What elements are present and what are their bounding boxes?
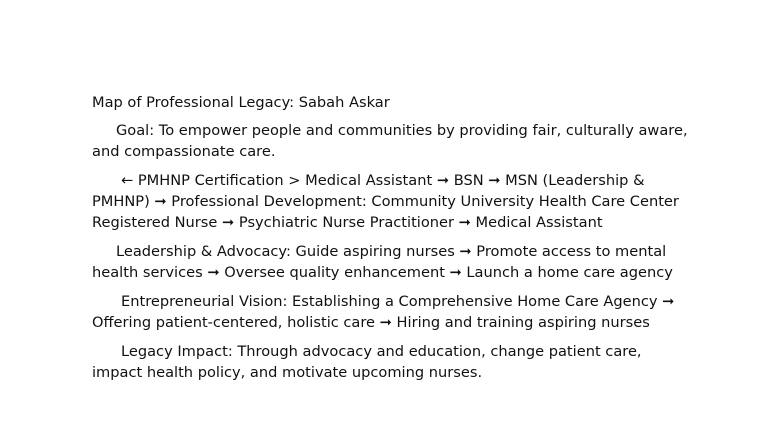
leadership-advocacy-paragraph: Leadership & Advocacy: Guide aspiring nurses ➞ Promote access to mental health services ➞ Oversee quality enhancement ➞ Launch a home care agency — [92, 243, 673, 281]
document-title: Map of Professional Legacy: Sabah Askar — [92, 94, 390, 111]
legacy-impact-paragraph: Legacy Impact: Through advocacy and education, change patient care, impact health policy, and motivate upcoming nurses. — [92, 343, 642, 381]
document-page — [92, 92, 692, 391]
career-path-paragraph: ← PMHNP Certification > Medical Assistant ➞ BSN ➞ MSN (Leadership & PMHNP) ➞ Professional Development: Community University Health Care Center Registered Nurse ➞ Psychiatric Nurse Practitioner ➞ Medical Assistant — [92, 172, 679, 231]
entrepreneurial-vision-paragraph: Entrepreneurial Vision: Establishing a Comprehensive Home Care Agency ➞ Offering patient-centered, holistic care ➞ Hiring and training aspiring nurses — [92, 293, 675, 331]
goal-paragraph: Goal: To empower people and communities by providing fair, culturally aware, and compassionate care. — [92, 122, 688, 160]
